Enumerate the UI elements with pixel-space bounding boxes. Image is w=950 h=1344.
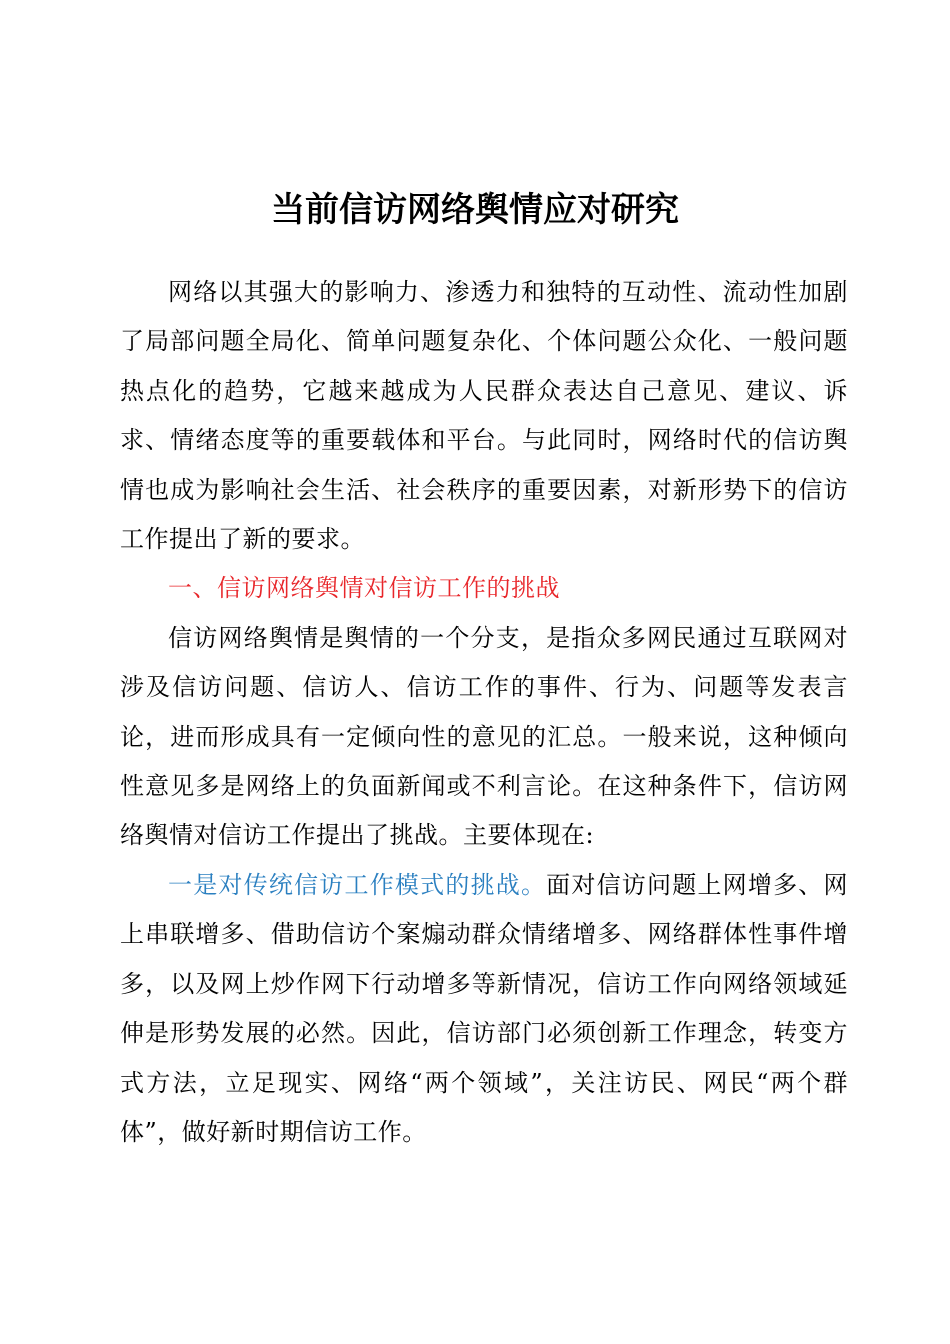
paragraph-intro: 网络以其强大的影响力、渗透力和独特的互动性、流动性加剧了局部问题全局化、简单问题复杂化、个体问题公众化、一般问题热点化的趋势，它越来越成为人民群众表达自己意见、建议、诉求、情绪态度等的重要载体和平台。与此同时，网络时代的信访舆情也成为影响社会生活、社会秩序的重要因素，对新形势下的信访工作提出了新的要求。: [120, 278, 848, 554]
challenge-1-text: 面对信访问题上网增多、网上串联增多、借助信访个案煽动群众情绪增多、网络群体性事件增多，以及网上炒作网下行动增多等新情况，信访工作向网络领域延伸是形势发展的必然。因此，信访部门必须创新工作理念，转变方式方法，立足现实、网络“两个领域”，关注访民、网民“两个群体”，做好新时期信访工作。: [120, 870, 848, 1146]
paragraph-challenge-1: [120, 861, 848, 1157]
document-title: 当前信访网络舆情应对研究: [271, 190, 679, 230]
document-body: [120, 268, 848, 1157]
section-heading-1: 一、信访网络舆情对信访工作的挑战: [168, 574, 560, 603]
challenge-1-lead: 一是对传统信访工作模式的挑战。: [168, 870, 547, 899]
paragraph-definition: 信访网络舆情是舆情的一个分支，是指众多网民通过互联网对涉及信访问题、信访人、信访工作的事件、行为、问题等发表言论，进而形成具有一定倾向性的意见的汇总。一般来说，这种倾向性意见多是网络上的负面新闻或不利言论。在这种条件下，信访网络舆情对信访工作提出了挑战。主要体现在:: [120, 623, 848, 850]
